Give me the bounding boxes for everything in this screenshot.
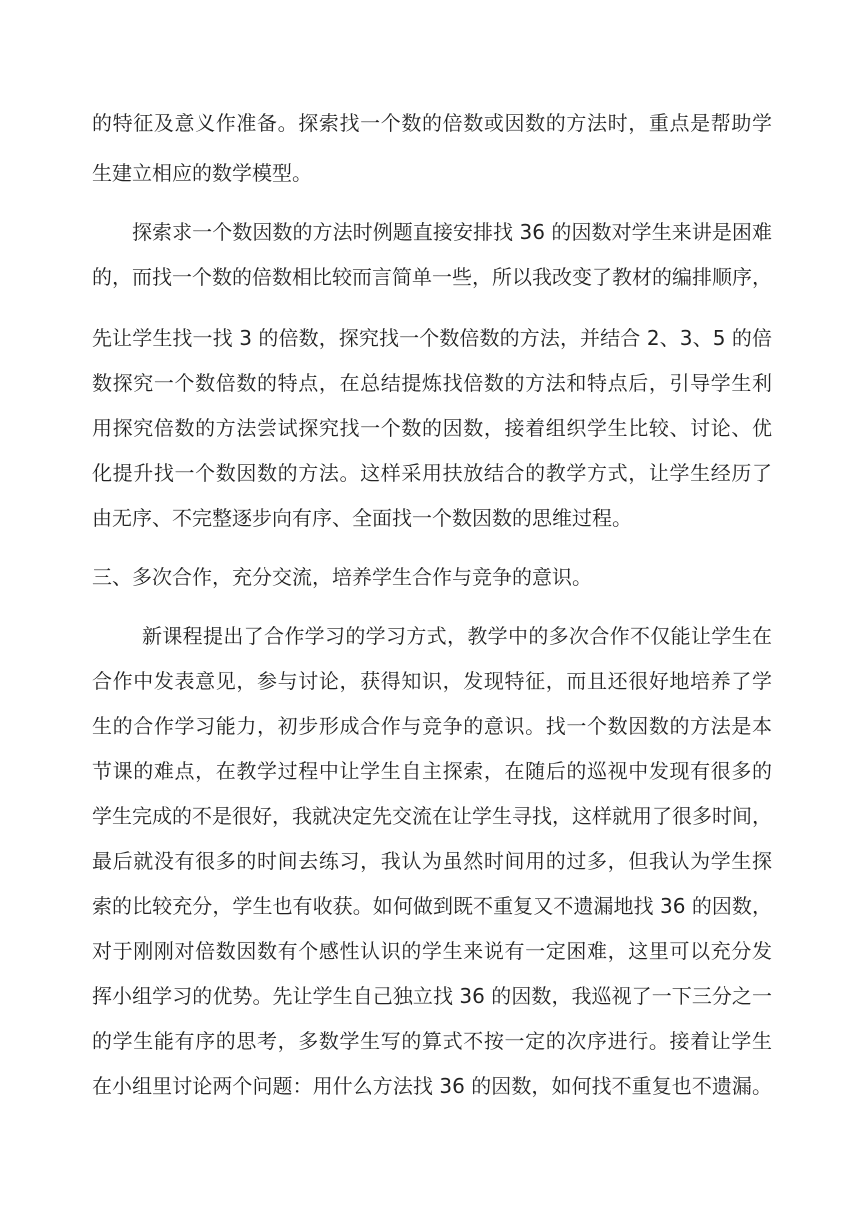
- text-line-20: 的学生能有序的思考，多数学生写的算式不按一定的次序进行。接着让学生: [92, 1029, 772, 1053]
- text-line-17: 索的比较充分，学生也有收获。如何做到既不重复又不遗漏地找 36 的因数，: [92, 894, 772, 918]
- section-heading: 三、多次合作，充分交流，培养学生合作与竞争的意识。: [92, 565, 592, 589]
- text-line-2: 生建立相应的数学模型。: [92, 161, 312, 185]
- text-line-12: 合作中发表意见，参与讨论，获得知识，发现特征，而且还很好地培养了学: [92, 669, 772, 693]
- text-line-13: 生的合作学习能力，初步形成合作与竞争的意识。找一个数因数的方法是本: [92, 714, 772, 738]
- text-line-21: 在小组里讨论两个问题：用什么方法找 36 的因数，如何找不重复也不遗漏。: [92, 1074, 772, 1098]
- text-line-3: 探索求一个数因数的方法时例题直接安排找 36 的因数对学生来讲是困难: [132, 220, 772, 244]
- text-line-6: 数探究一个数倍数的特点，在总结提炼找倍数的方法和特点后，引导学生利: [92, 371, 772, 395]
- text-line-4: 的，而找一个数的倍数相比较而言简单一些，所以我改变了教材的编排顺序，: [92, 265, 772, 289]
- text-line-18: 对于刚刚对倍数因数有个感性认识的学生来说有一定困难，这里可以充分发: [92, 939, 772, 963]
- text-line-15: 学生完成的不是很好，我就决定先交流在让学生寻找，这样就用了很多时间，: [92, 804, 772, 828]
- text-line-9: 由无序、不完整逐步向有序、全面找一个数因数的思维过程。: [92, 506, 632, 530]
- text-line-14: 节课的难点，在教学过程中让学生自主探索，在随后的巡视中发现有很多的: [92, 759, 772, 783]
- text-line-16: 最后就没有很多的时间去练习，我认为虽然时间用的过多，但我认为学生探: [92, 849, 772, 873]
- text-line-19: 挥小组学习的优势。先让学生自己独立找 36 的因数，我巡视了一下三分之一: [92, 984, 772, 1008]
- text-line-5: 先让学生找一找 3 的倍数，探究找一个数倍数的方法，并结合 2、3、5 的倍: [92, 326, 772, 350]
- text-line-1: 的特征及意义作准备。探索找一个数的倍数或因数的方法时，重点是帮助学: [92, 111, 772, 135]
- text-line-8: 化提升找一个数因数的方法。这样采用扶放结合的教学方式，让学生经历了: [92, 461, 772, 485]
- text-line-11: 新课程提出了合作学习的学习方式，教学中的多次合作不仅能让学生在: [142, 624, 772, 648]
- text-line-7: 用探究倍数的方法尝试探究找一个数的因数，接着组织学生比较、讨论、优: [92, 416, 772, 440]
